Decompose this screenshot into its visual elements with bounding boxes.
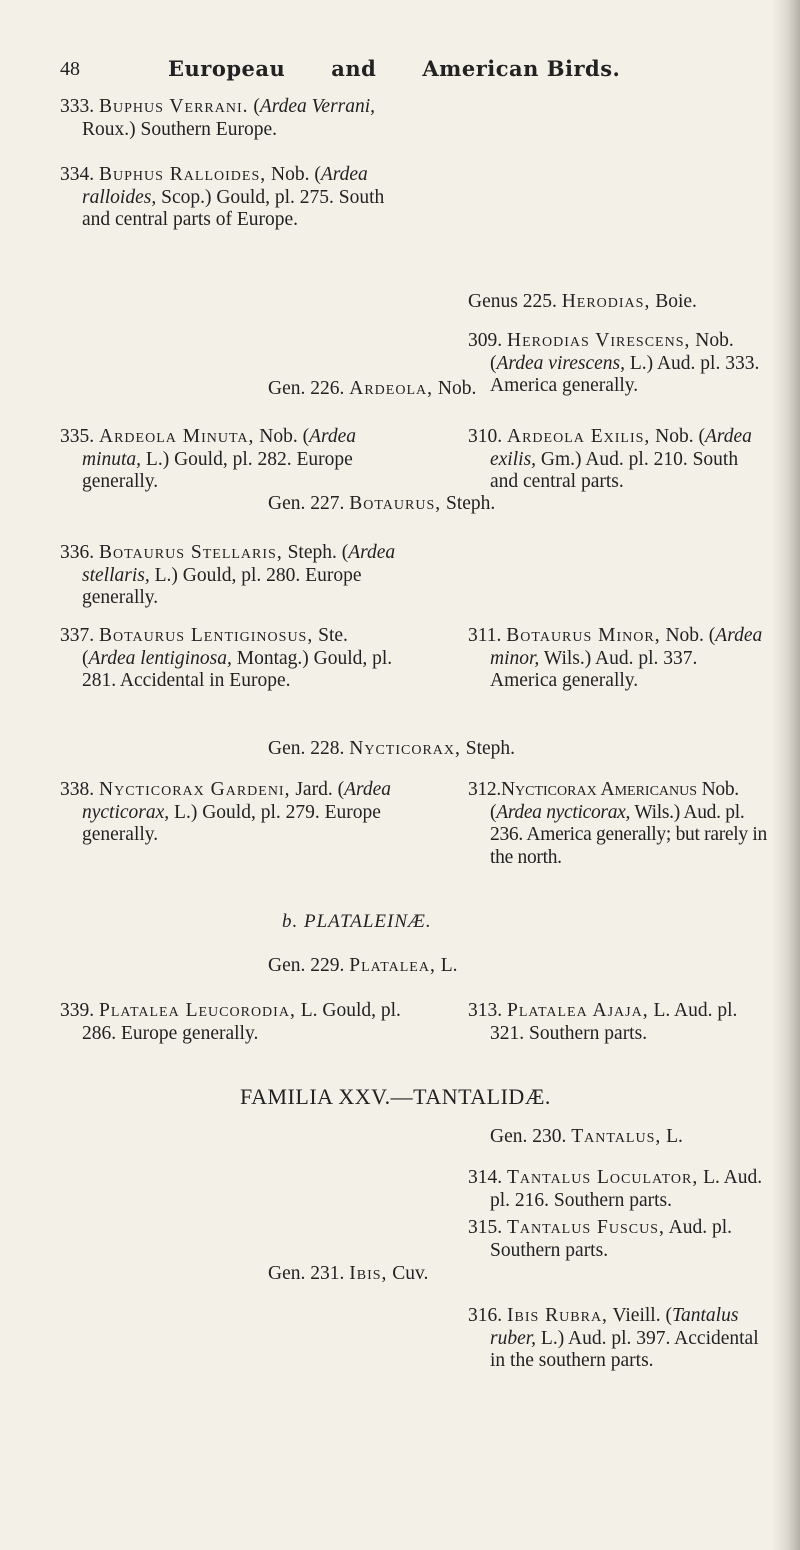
running-head-word: American Birds. bbox=[422, 56, 621, 81]
entry-313: 313. Platalea Ajaja, L. Aud. pl. 321. Southern parts. bbox=[468, 1000, 738, 1044]
entry-312: 312.Nycticorax Americanus Nob. (Ardea nycticorax, Wils.) Aud. pl. 236. America generally; but rarely in the north. bbox=[468, 779, 767, 868]
page-header bbox=[60, 58, 760, 88]
running-head bbox=[168, 56, 620, 81]
page-number: 48 bbox=[60, 58, 80, 80]
genus-229-heading: Gen. 229. Platalea, L. bbox=[268, 955, 458, 976]
entry-310: 310. Ardeola Exilis, Nob. (Ardea exilis, Gm.) Aud. pl. 210. South and central parts. bbox=[468, 426, 752, 492]
entry-316: 316. Ibis Rubra, Vieill. (Tantalus ruber, L.) Aud. pl. 397. Accidental in the southern parts. bbox=[468, 1305, 759, 1371]
entry-311: 311. Botaurus Minor, Nob. (Ardea minor, Wils.) Aud. pl. 337. America generally. bbox=[468, 625, 763, 691]
running-head-word: and bbox=[331, 56, 377, 81]
genus-226-heading: Gen. 226. Ardeola, Nob. bbox=[268, 378, 477, 399]
entry-338: 338. Nycticorax Gardeni, Jard. (Ardea nycticorax, L.) Gould, pl. 279. Europe generally. bbox=[60, 779, 392, 845]
genus-228-heading: Gen. 228. Nycticorax, Steph. bbox=[268, 738, 516, 759]
running-head-word: Europeau bbox=[168, 56, 286, 81]
entry-335: 335. Ardeola Minuta, Nob. (Ardea minuta, L.) Gould, pl. 282. Europe generally. bbox=[60, 426, 357, 492]
entry-314: 314. Tantalus Loculator, L. Aud. pl. 216. Southern parts. bbox=[468, 1167, 763, 1211]
entry-339: 339. Platalea Leucorodia, L. Gould, pl. 286. Europe generally. bbox=[60, 1000, 401, 1044]
entry-334: 334. Buphus Ralloides, Nob. (Ardea ralloides, Scop.) Gould, pl. 275. South and central parts of Europe. bbox=[60, 164, 385, 230]
genus-225-heading: Genus 225. Herodias, Boie. bbox=[468, 291, 697, 312]
entry-315: 315. Tantalus Fuscus, Aud. pl. Southern parts. bbox=[468, 1217, 733, 1261]
subfamily-heading: b. PLATALEINÆ. bbox=[282, 911, 432, 932]
page-edge-shadow bbox=[772, 0, 800, 1550]
entry-336: 336. Botaurus Stellaris, Steph. (Ardea stellaris, L.) Gould, pl. 280. Europe generally. bbox=[60, 542, 396, 608]
entry-333: 333. Buphus Verrani. (Ardea Verrani, Roux.) Southern Europe. bbox=[60, 96, 376, 140]
genus-230-heading: Gen. 230. Tantalus, L. bbox=[490, 1126, 683, 1147]
entry-309: 309. Herodias Virescens, Nob. (Ardea virescens, L.) Aud. pl. 333. America generally. bbox=[468, 330, 760, 396]
entry-337: 337. Botaurus Lentiginosus, Ste. (Ardea lentiginosa, Montag.) Gould, pl. 281. Accidental in Europe. bbox=[60, 625, 393, 691]
family-heading: FAMILIA XXV.—TANTALIDÆ. bbox=[240, 1084, 551, 1109]
genus-231-heading: Gen. 231. Ibis, Cuv. bbox=[268, 1263, 429, 1284]
genus-227-heading: Gen. 227. Botaurus, Steph. bbox=[268, 493, 496, 514]
